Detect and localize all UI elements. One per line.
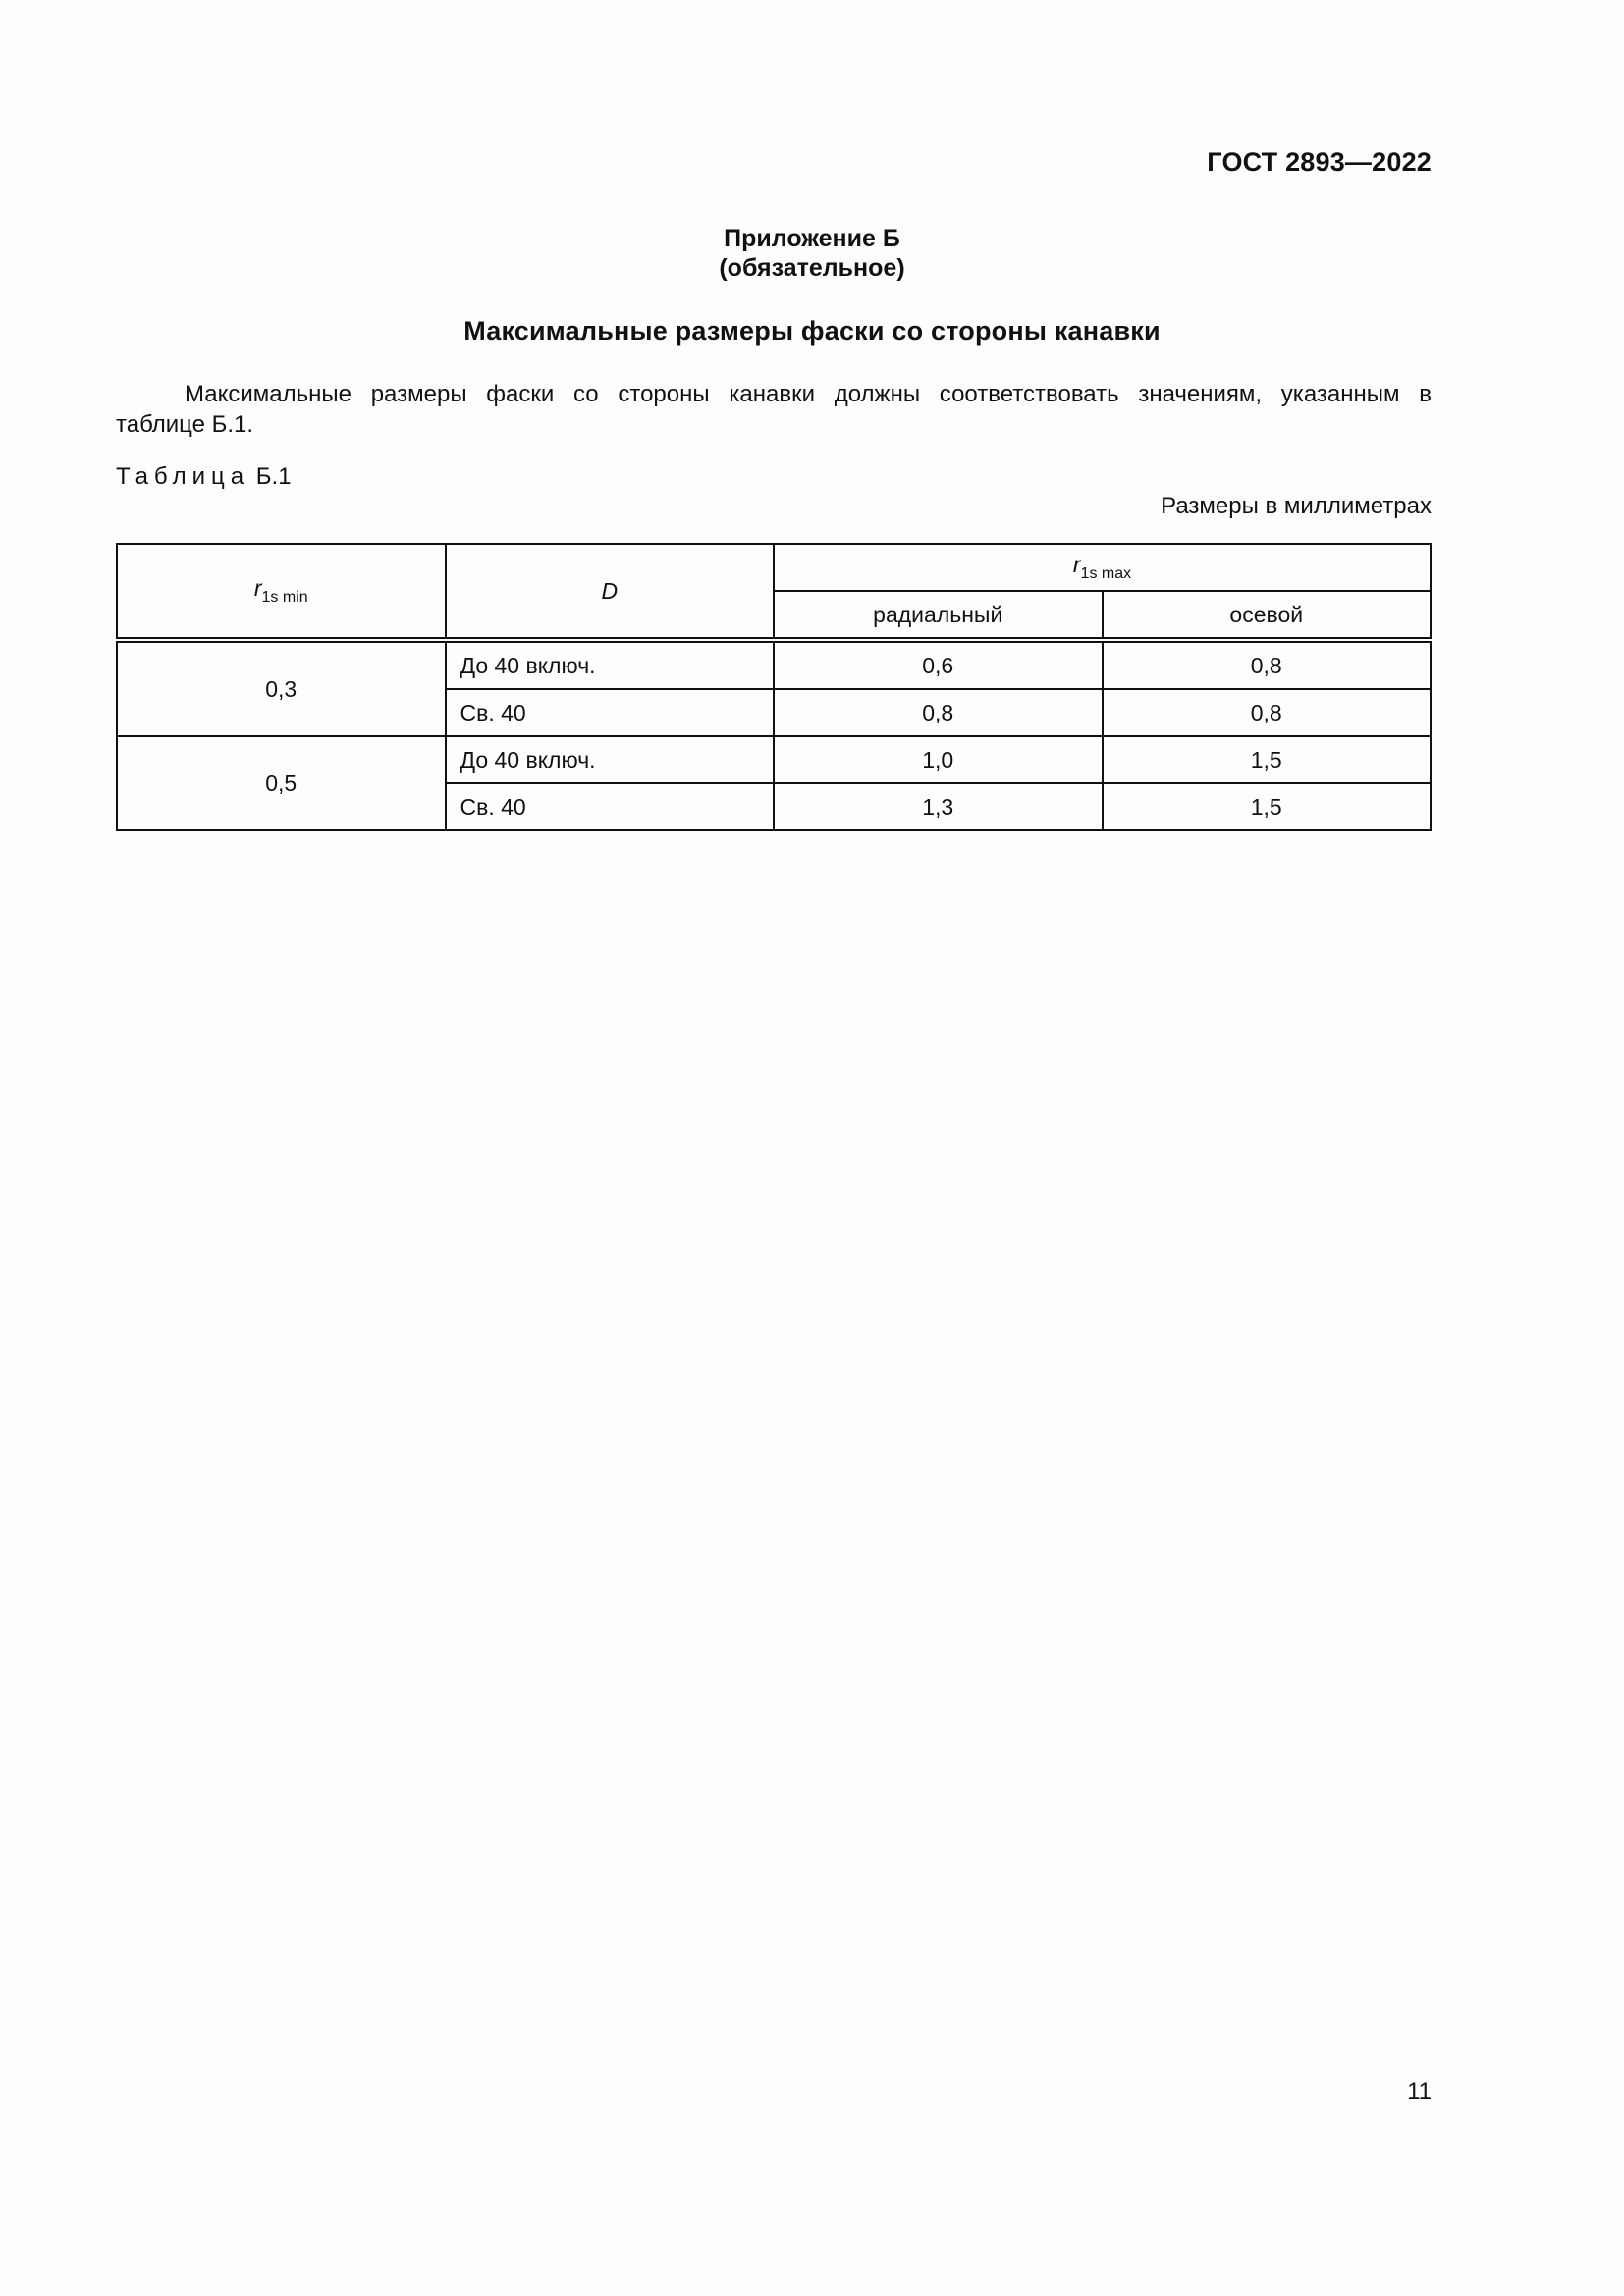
cell-d: Св. 40 <box>446 689 775 736</box>
header-d <box>446 544 775 640</box>
header-r1s-min-subscript: 1s min <box>261 589 308 606</box>
table-label <box>116 463 292 491</box>
chamfer-table <box>116 543 1432 831</box>
header-d-symbol: D <box>601 577 619 604</box>
paragraph-line-2: таблице Б.1. <box>116 411 254 438</box>
cell-radial: 1,3 <box>774 783 1103 830</box>
table-row <box>117 736 1431 783</box>
header-radial: радиальный <box>774 591 1103 640</box>
cell-r1s-min: 0,5 <box>117 736 446 830</box>
appendix-title: Приложение Б <box>724 225 900 252</box>
page-number: 11 <box>1407 2078 1432 2105</box>
cell-axial: 0,8 <box>1103 689 1432 736</box>
cell-axial: 1,5 <box>1103 736 1432 783</box>
cell-radial: 1,0 <box>774 736 1103 783</box>
document-code: ГОСТ 2893—2022 <box>1207 147 1432 177</box>
table-label-number: Б.1 <box>255 463 292 490</box>
cell-d: Св. 40 <box>446 783 775 830</box>
cell-d: До 40 включ. <box>446 736 775 783</box>
table-label-word: Таблица <box>116 463 250 490</box>
header-r1s-max-symbol: r <box>1072 552 1081 577</box>
cell-r1s-min: 0,3 <box>117 640 446 736</box>
header-r1s-min-symbol: r <box>253 575 262 601</box>
cell-radial: 0,6 <box>774 640 1103 689</box>
section-title: Максимальные размеры фаски со стороны канавки <box>463 316 1161 346</box>
header-r1s-max-subscript: 1s max <box>1080 565 1132 582</box>
paragraph-line-1: Максимальные размеры фаски со стороны канавки должны соответствовать значениям, указанным в <box>185 381 1432 407</box>
header-axial: осевой <box>1103 591 1432 640</box>
units-note: Размеры в миллиметрах <box>1161 493 1432 519</box>
appendix-status: (обязательное) <box>719 254 905 282</box>
cell-radial: 0,8 <box>774 689 1103 736</box>
header-r1s-min <box>117 544 446 640</box>
cell-d: До 40 включ. <box>446 640 775 689</box>
cell-axial: 1,5 <box>1103 783 1432 830</box>
cell-axial: 0,8 <box>1103 640 1432 689</box>
body-paragraph <box>116 379 1432 440</box>
header-r1s-max <box>774 544 1431 591</box>
table-row <box>117 640 1431 689</box>
